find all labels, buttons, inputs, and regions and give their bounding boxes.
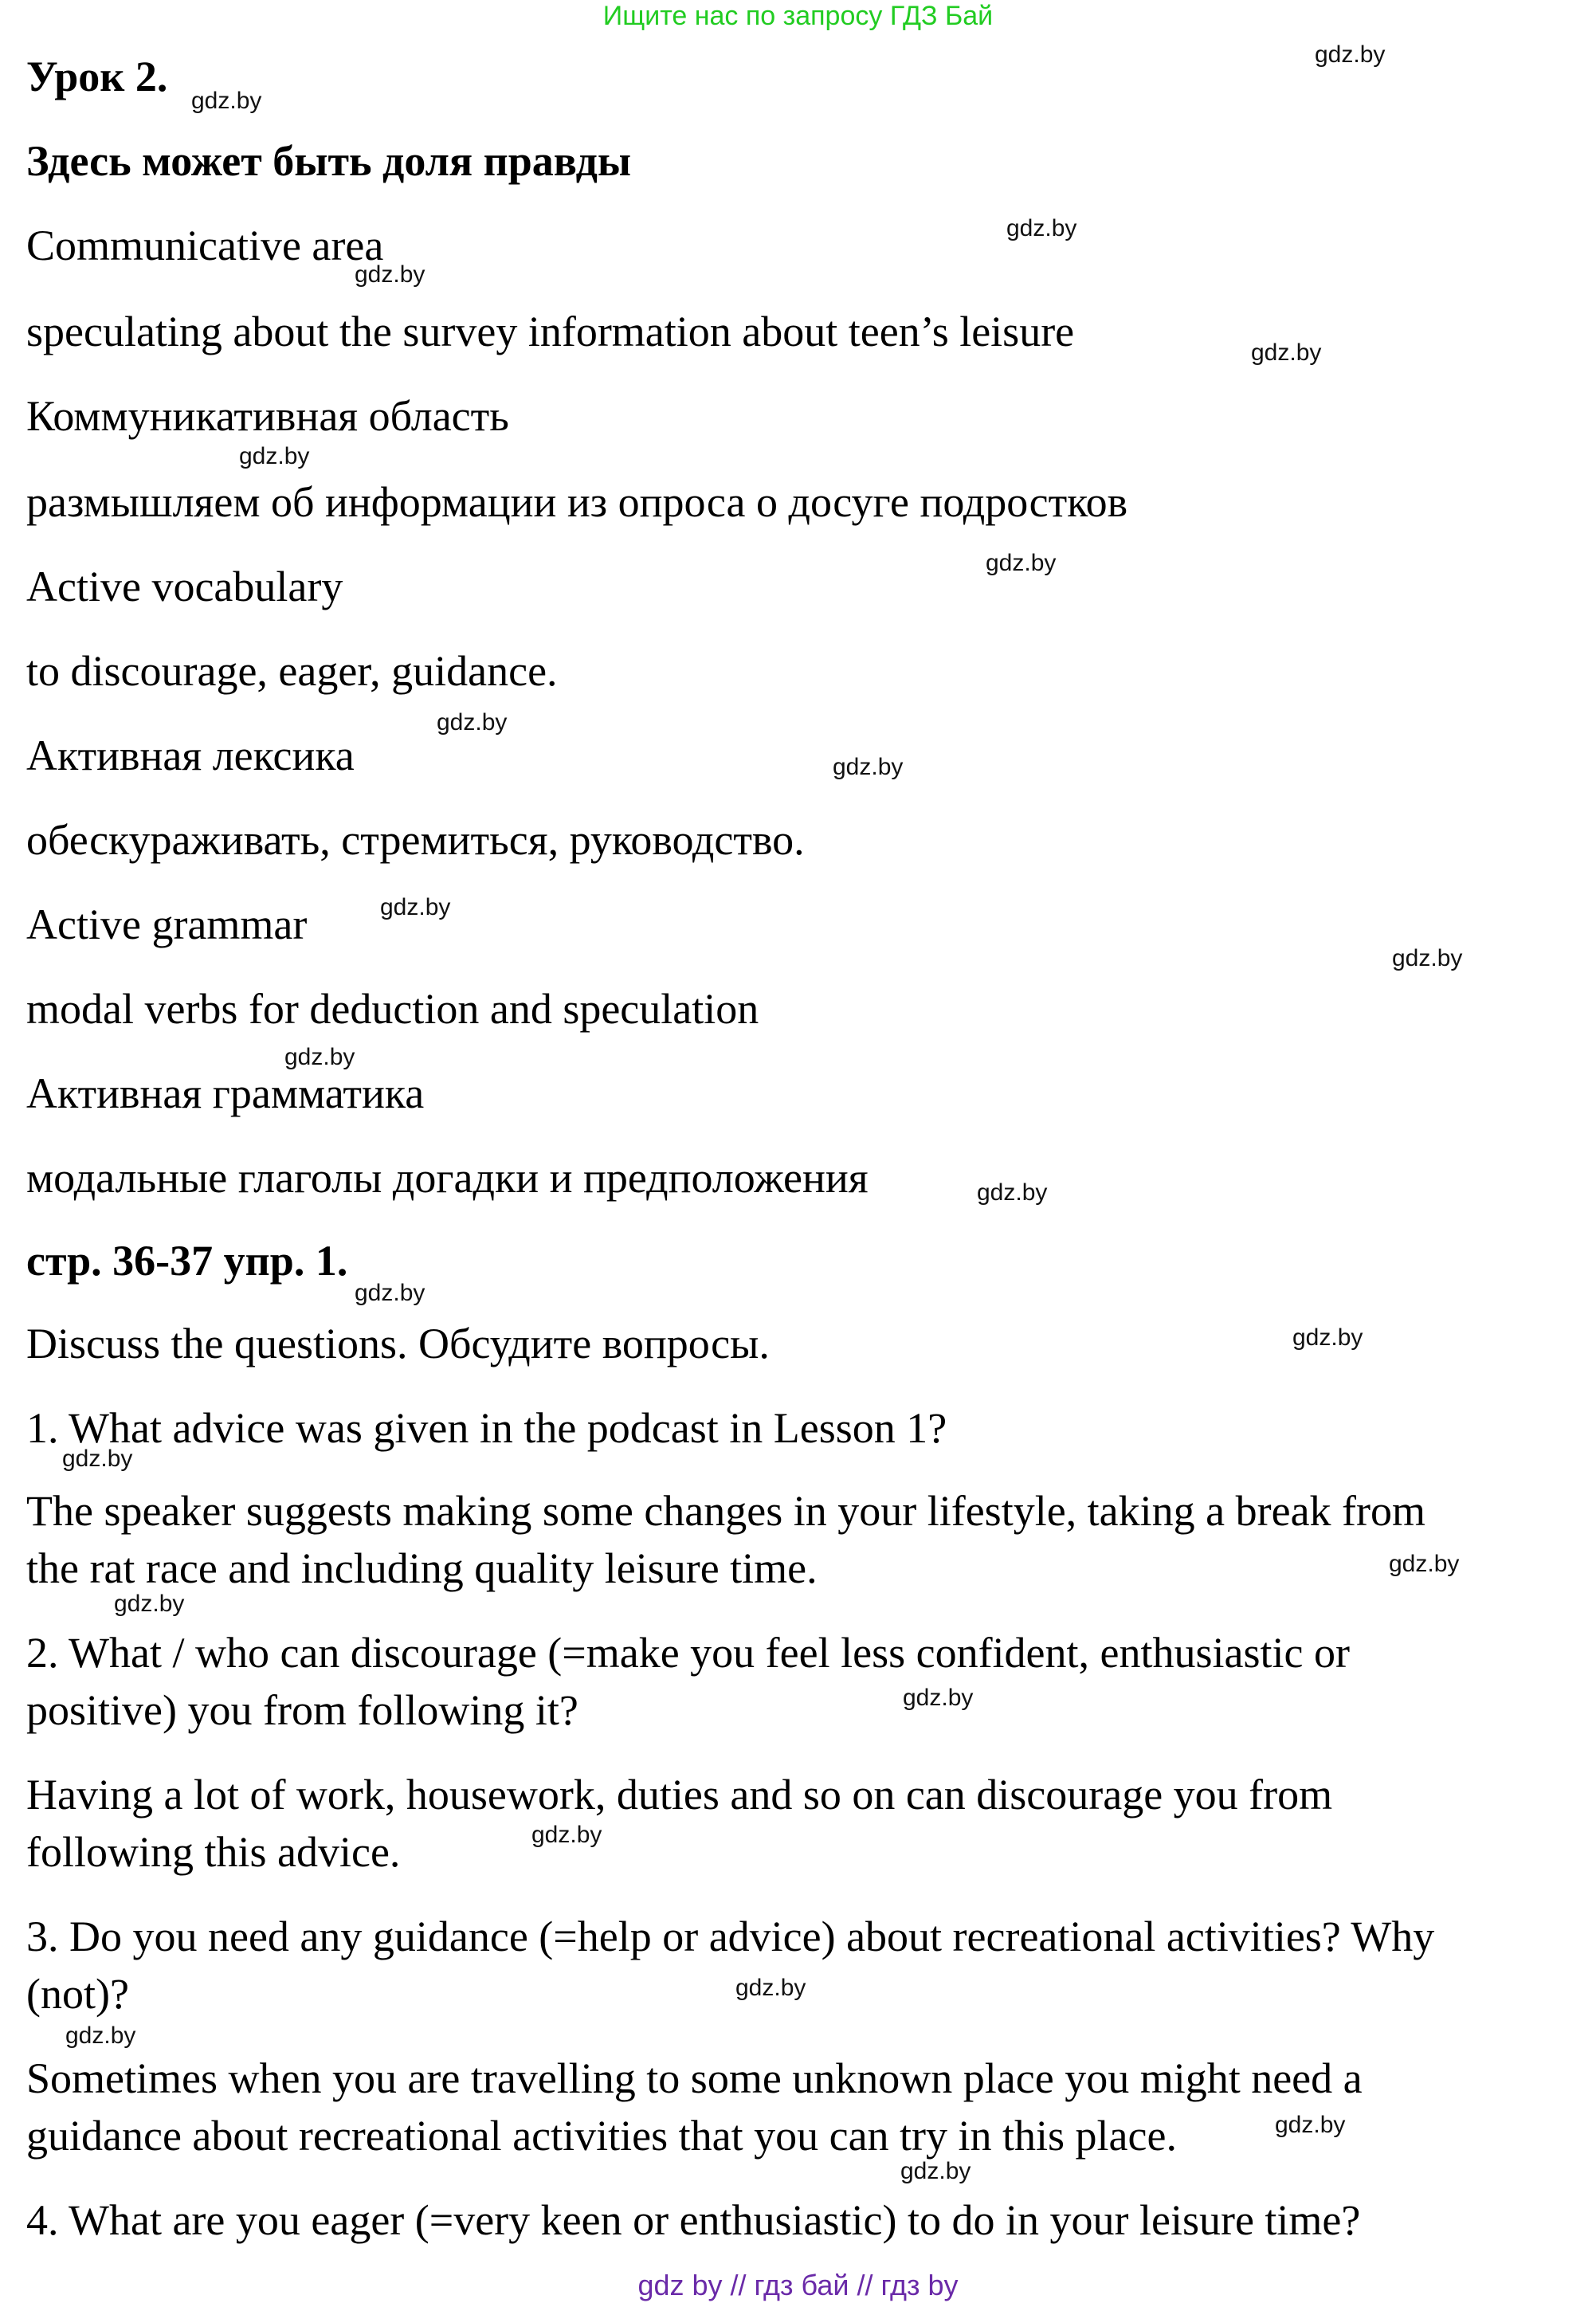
question-2-line-1: 2. What / who can discourage (=make you feel less confident, enthusiastic or (26, 1629, 1350, 1677)
watermark: gdz.by (65, 2022, 136, 2049)
active-grammar-en-text: modal verbs for deduction and speculation (26, 985, 759, 1033)
watermark: gdz.by (355, 261, 425, 288)
communicative-area-ru-heading: Коммуникативная область (26, 392, 509, 440)
watermark: gdz.by (1389, 1551, 1460, 1577)
active-vocabulary-ru-heading: Активная лексика (26, 732, 355, 779)
watermark: gdz.by (1315, 41, 1386, 68)
watermark: gdz.by (977, 1179, 1048, 1206)
top-banner: Ищите нас по запросу ГДЗ Бай (602, 1, 994, 31)
active-grammar-ru-heading: Активная грамматика (26, 1069, 425, 1117)
question-4: 4. What are you eager (=very keen or enthusiastic) to do in your leisure time? (26, 2196, 1361, 2244)
exercise-heading: стр. 36-37 упр. 1. (26, 1237, 348, 1285)
watermark: gdz.by (62, 1446, 133, 1472)
question-1: 1. What advice was given in the podcast in Lesson 1? (26, 1404, 947, 1452)
watermark: gdz.by (986, 550, 1057, 576)
question-3-line-1: 3. Do you need any guidance (=help or advice) about recreational activities? Why (26, 1913, 1435, 1960)
answer-3-line-2: guidance about recreational activities that you can try in this place. (26, 2112, 1177, 2160)
communicative-area-ru-text: размышляем об информации из опроса о досуге подростков (26, 478, 1128, 526)
watermark: gdz.by (355, 1280, 425, 1306)
communicative-area-en-heading: Communicative area (26, 222, 384, 269)
exercise-instruction: Discuss the questions. Обсудите вопросы. (26, 1320, 770, 1367)
answer-2-line-1: Having a lot of work, housework, duties and so on can discourage you from (26, 1771, 1333, 1818)
question-2-line-2: positive) you from following it? (26, 1686, 578, 1734)
active-grammar-ru-text: модальные глаголы догадки и предположения (26, 1154, 869, 1202)
watermark: gdz.by (114, 1591, 185, 1617)
answer-2-line-2: following this advice. (26, 1828, 401, 1876)
watermark: gdz.by (191, 88, 262, 114)
watermark: gdz.by (900, 2158, 971, 2184)
answer-1-line-2: the rat race and including quality leisure time. (26, 1544, 818, 1592)
lesson-subtitle: Здесь может быть доля правды (26, 137, 632, 185)
watermark: gdz.by (437, 709, 508, 736)
active-vocabulary-en-heading: Active vocabulary (26, 563, 343, 610)
active-vocabulary-en-text: to discourage, eager, guidance. (26, 647, 558, 695)
question-3-line-2: (not)? (26, 1970, 129, 2018)
watermark: gdz.by (239, 443, 310, 469)
watermark: gdz.by (1006, 215, 1077, 241)
answer-1-line-1: The speaker suggests making some changes in your lifestyle, taking a break from (26, 1487, 1426, 1535)
communicative-area-en-text: speculating about the survey information about teen’s leisure (26, 308, 1075, 355)
watermark: gdz.by (1392, 945, 1463, 971)
watermark: gdz.by (1292, 1324, 1363, 1351)
watermark: gdz.by (380, 894, 451, 920)
watermark: gdz.by (531, 1822, 602, 1848)
watermark: gdz.by (903, 1685, 974, 1711)
watermark: gdz.by (284, 1044, 355, 1070)
watermark: gdz.by (1251, 339, 1322, 366)
watermark: gdz.by (1275, 2112, 1346, 2138)
active-grammar-en-heading: Active grammar (26, 900, 308, 948)
watermark: gdz.by (833, 754, 904, 780)
footer-links: gdz by // гдз бай // гдз by (637, 2269, 959, 2301)
lesson-title: Урок 2. (26, 53, 168, 100)
answer-3-line-1: Sometimes when you are travelling to some unknown place you might need a (26, 2054, 1363, 2102)
watermark: gdz.by (735, 1975, 806, 2001)
active-vocabulary-ru-text: обескураживать, стремиться, руководство. (26, 816, 805, 864)
